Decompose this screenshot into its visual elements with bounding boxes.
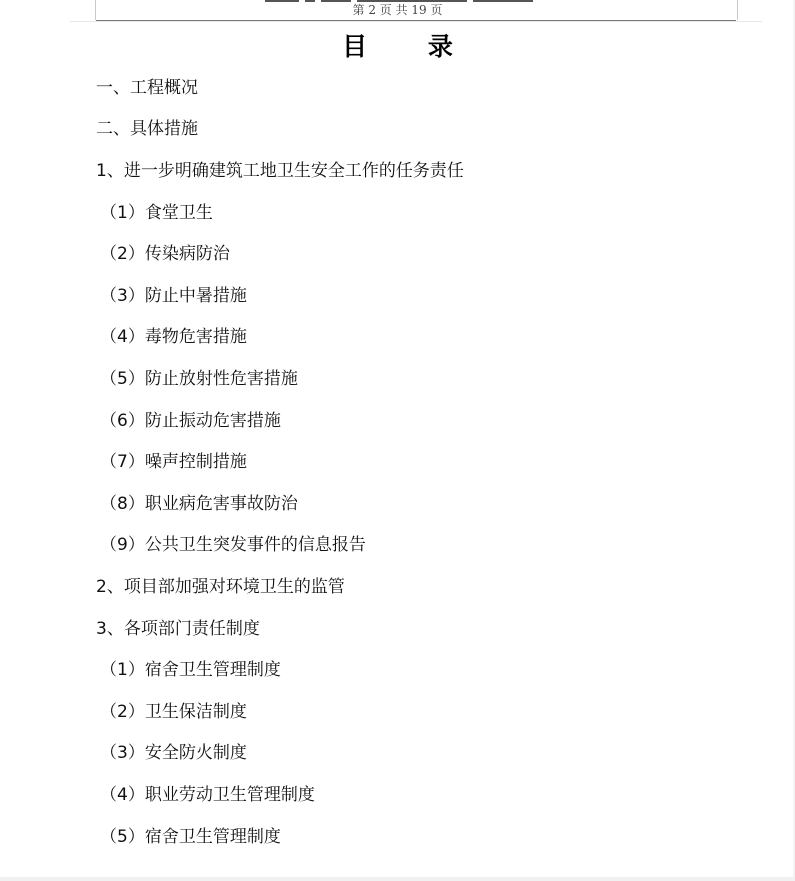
toc-title: 目 录 xyxy=(342,32,479,61)
toc-item-3-2: （2）卫生保洁制度 xyxy=(100,702,247,722)
toc-item-section-2: 2、项目部加强对环境卫生的监管 xyxy=(96,577,345,597)
toc-item-1-8: （8）职业病危害事故防治 xyxy=(100,494,298,514)
toc-item-1-2: （2）传染病防治 xyxy=(100,244,230,264)
header-divider-shadow xyxy=(70,21,762,22)
toc-item-1-7: （7）噪声控制措施 xyxy=(100,452,247,472)
toc-item-1-6: （6）防止振动危害措施 xyxy=(100,411,281,431)
toc-item-3-3: （3）安全防火制度 xyxy=(100,743,247,763)
toc-item-1-1: （1）食堂卫生 xyxy=(100,203,213,223)
toc-item-section-3: 3、各项部门责任制度 xyxy=(96,619,260,639)
page-indicator: 第 2 页 共 19 页 xyxy=(352,3,443,17)
toc-item-1-3: （3）防止中暑措施 xyxy=(100,286,247,306)
toc-item-section-1: 1、进一步明确建筑工地卫生安全工作的任务责任 xyxy=(96,161,464,181)
toc-item-3-1: （1）宿舍卫生管理制度 xyxy=(100,660,281,680)
page-bottom-edge xyxy=(0,877,795,881)
toc-item-1-4: （4）毒物危害措施 xyxy=(100,327,247,347)
toc-item-3-4: （4）职业劳动卫生管理制度 xyxy=(100,785,315,805)
toc-item-measures: 二、具体措施 xyxy=(96,119,198,139)
toc-item-3-5: （5）宿舍卫生管理制度 xyxy=(100,827,281,847)
toc-item-1-5: （5）防止放射性危害措施 xyxy=(100,369,298,389)
toc-item-overview: 一、工程概况 xyxy=(96,78,198,98)
toc-item-1-9: （9）公共卫生突发事件的信息报告 xyxy=(100,535,366,555)
